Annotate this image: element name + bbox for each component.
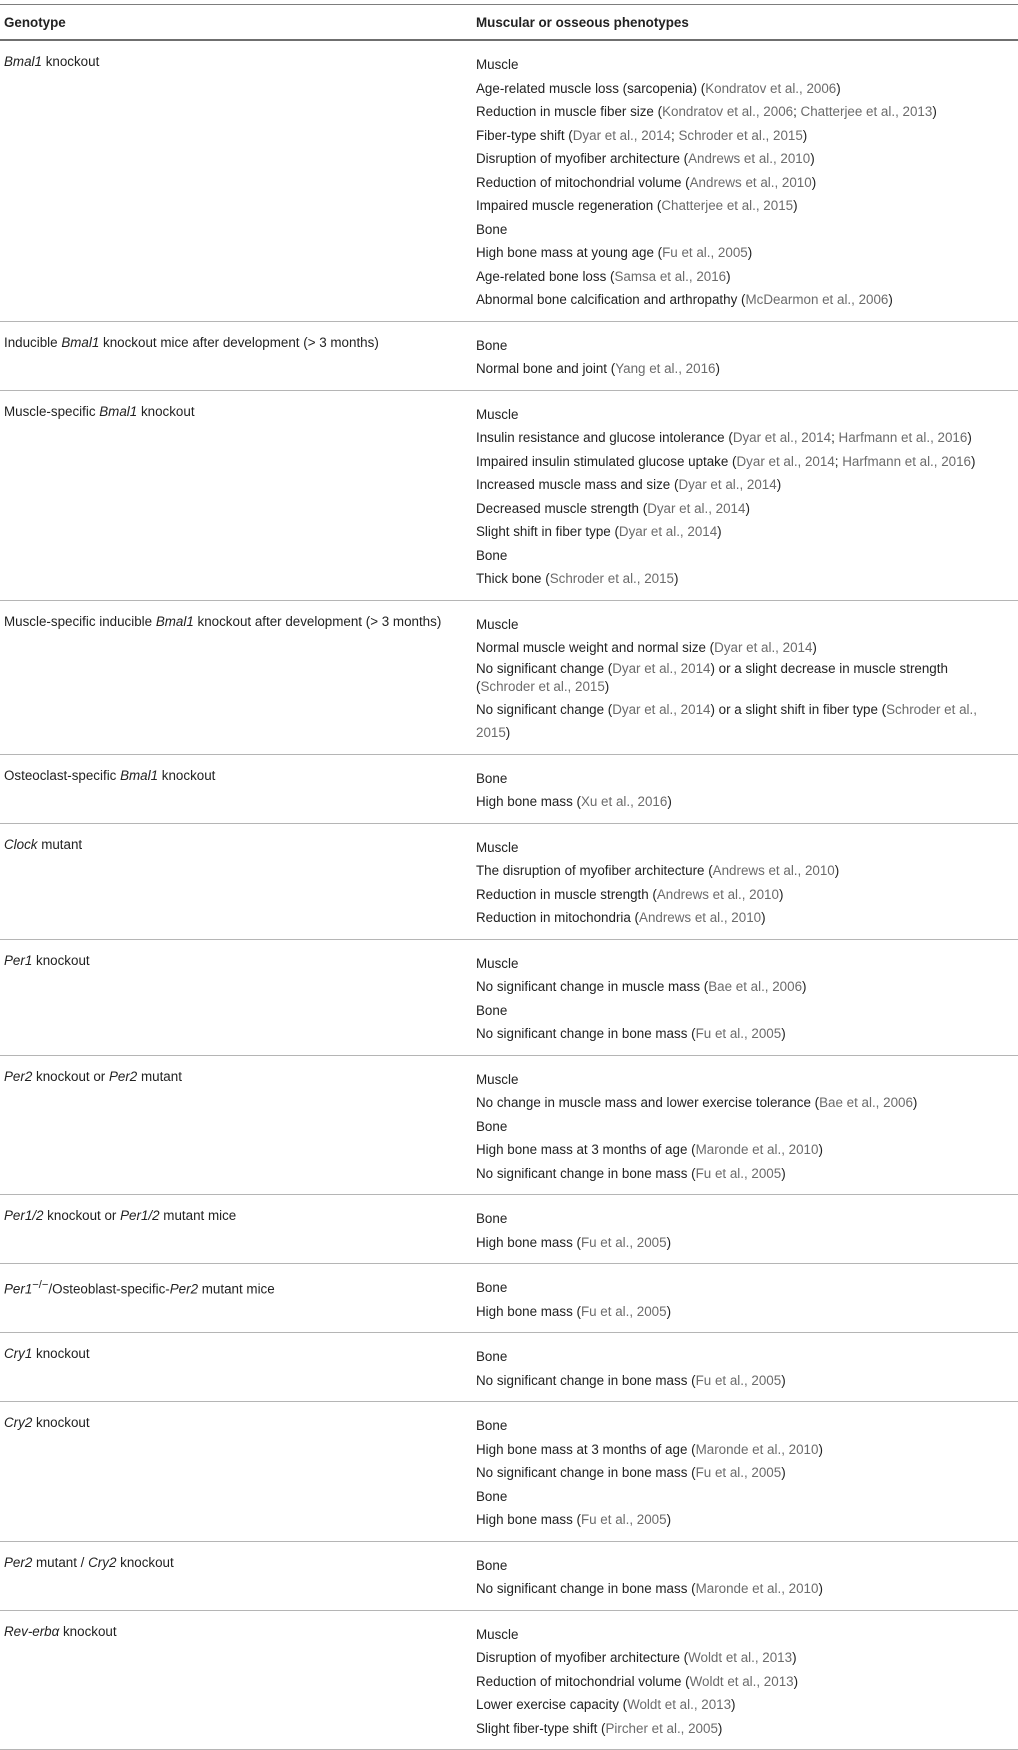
category-label: Bone bbox=[476, 548, 507, 563]
phenotype-cell bbox=[472, 1554, 1018, 1601]
genotype-cell bbox=[0, 1276, 472, 1323]
phenotype-text: ) bbox=[718, 1721, 722, 1736]
phenotype-text: Increased muscle mass and size ( bbox=[476, 477, 678, 492]
phenotype-line bbox=[476, 567, 1010, 591]
genotype-text: Muscle-specific inducible bbox=[4, 614, 156, 629]
phenotype-text: Reduction in muscle fiber size ( bbox=[476, 104, 662, 119]
phenotype-text: ) bbox=[802, 979, 806, 994]
table-row bbox=[0, 1402, 1018, 1542]
category-label: Muscle bbox=[476, 57, 518, 72]
phenotype-text: High bone mass at young age ( bbox=[476, 245, 662, 260]
phenotype-text: Disruption of myofiber architecture ( bbox=[476, 151, 688, 166]
genotype-text: knockout or bbox=[43, 1208, 120, 1223]
phenotype-text: ) bbox=[779, 887, 783, 902]
table-header bbox=[0, 5, 1018, 41]
table-row bbox=[0, 601, 1018, 755]
category-label: Bone bbox=[476, 338, 507, 353]
phenotype-text: ) or a slight shift in fiber type ( bbox=[710, 702, 886, 717]
genotype-cell bbox=[0, 1207, 472, 1254]
phenotype-category bbox=[476, 403, 1010, 427]
phenotype-category bbox=[476, 952, 1010, 976]
phenotype-cell bbox=[472, 836, 1018, 930]
phenotype-text: ) bbox=[781, 1026, 785, 1041]
phenotype-text: ) bbox=[667, 1235, 671, 1250]
genotype-text: Per1 bbox=[4, 1281, 32, 1296]
phenotype-line bbox=[476, 473, 1010, 497]
genotype-text: knockout bbox=[32, 953, 89, 968]
phenotype-category bbox=[476, 544, 1010, 568]
phenotype-category bbox=[476, 836, 1010, 860]
genotype-text: mutant bbox=[37, 837, 82, 852]
phenotype-line bbox=[476, 265, 1010, 289]
genotype-text: /Osteoblast-specific- bbox=[48, 1281, 169, 1296]
phenotype-cell bbox=[472, 53, 1018, 312]
phenotype-text: ) bbox=[818, 1442, 822, 1457]
phenotype-text: ) bbox=[888, 292, 892, 307]
phenotype-category bbox=[476, 613, 1010, 637]
citation-link[interactable]: Kondratov et al., 2006 bbox=[662, 104, 793, 119]
genotype-text: Bmal1 bbox=[120, 768, 158, 783]
citation-link[interactable]: Dyar et al., 2014 bbox=[737, 454, 835, 469]
phenotype-line bbox=[476, 1461, 1010, 1485]
category-label: Muscle bbox=[476, 1627, 518, 1642]
phenotype-text: ) bbox=[777, 477, 781, 492]
phenotype-category bbox=[476, 1115, 1010, 1139]
phenotype-category bbox=[476, 999, 1010, 1023]
citation-link[interactable]: Maronde et al., 2010 bbox=[696, 1581, 819, 1596]
category-label: Muscle bbox=[476, 840, 518, 855]
phenotype-text: No significant change in bone mass ( bbox=[476, 1581, 696, 1596]
phenotype-text: ) bbox=[605, 679, 609, 694]
citation-link[interactable]: Maronde et al., 2010 bbox=[696, 1142, 819, 1157]
phenotype-category bbox=[476, 1485, 1010, 1509]
citation-link[interactable]: Dyar et al., 2014 bbox=[714, 640, 812, 655]
phenotype-line bbox=[476, 698, 1010, 745]
phenotype-text: Normal muscle weight and normal size ( bbox=[476, 640, 714, 655]
genotype-text: Cry2 bbox=[4, 1415, 32, 1430]
genotype-cell bbox=[0, 403, 472, 591]
phenotype-text: ) bbox=[794, 1674, 798, 1689]
table-row bbox=[0, 1264, 1018, 1333]
phenotype-text: Abnormal bone calcification and arthropathy ( bbox=[476, 292, 745, 307]
phenotype-text: No significant change in bone mass ( bbox=[476, 1373, 696, 1388]
citation-link[interactable]: Dyar et al., 2014 bbox=[678, 477, 776, 492]
genotype-text: Clock bbox=[4, 837, 37, 852]
category-label: Bone bbox=[476, 771, 507, 786]
category-label: Bone bbox=[476, 1119, 507, 1134]
phenotype-line bbox=[476, 1577, 1010, 1601]
genotype-cell bbox=[0, 613, 472, 745]
phenotype-text: Normal bone and joint ( bbox=[476, 361, 615, 376]
citation-link[interactable]: Schroder et al., 2015 bbox=[678, 128, 802, 143]
phenotype-cell bbox=[472, 1623, 1018, 1741]
phenotype-line bbox=[476, 636, 1010, 660]
phenotype-line bbox=[476, 1231, 1010, 1255]
table-row bbox=[0, 940, 1018, 1056]
phenotype-text: ) bbox=[667, 1304, 671, 1319]
phenotype-text: ) bbox=[793, 198, 797, 213]
genotype-text: Bmal1 bbox=[4, 54, 42, 69]
citation-link[interactable]: Yang et al., 2016 bbox=[615, 361, 715, 376]
phenotype-line bbox=[476, 1369, 1010, 1393]
phenotype-text: No significant change in muscle mass ( bbox=[476, 979, 708, 994]
phenotype-cell bbox=[472, 767, 1018, 814]
phenotype-text: Decreased muscle strength ( bbox=[476, 501, 647, 516]
genotype-cell bbox=[0, 334, 472, 381]
phenotype-text: ) bbox=[748, 245, 752, 260]
genotype-text: knockout mice after development (> 3 months) bbox=[99, 335, 378, 350]
citation-link[interactable]: Fu et al., 2005 bbox=[662, 245, 748, 260]
table-row bbox=[0, 1195, 1018, 1264]
category-label: Bone bbox=[476, 1280, 507, 1295]
citation-link[interactable]: McDearmon et al., 2006 bbox=[745, 292, 888, 307]
separator: ; bbox=[793, 104, 800, 119]
phenotype-text: No change in muscle mass and lower exercise tolerance ( bbox=[476, 1095, 819, 1110]
phenotype-category bbox=[476, 53, 1010, 77]
genotype-text: mutant bbox=[137, 1069, 182, 1084]
phenotype-text: Reduction in muscle strength ( bbox=[476, 887, 657, 902]
phenotype-text: ) bbox=[761, 910, 765, 925]
citation-link[interactable]: Maronde et al., 2010 bbox=[696, 1442, 819, 1457]
genotype-text: knockout bbox=[116, 1555, 173, 1570]
citation-link[interactable]: Bae et al., 2006 bbox=[708, 979, 802, 994]
phenotype-line bbox=[476, 660, 1010, 698]
genotype-cell bbox=[0, 1623, 472, 1741]
phenotype-text: ) bbox=[818, 1142, 822, 1157]
phenotype-line bbox=[476, 1717, 1010, 1741]
phenotype-text: Reduction of mitochondrial volume ( bbox=[476, 175, 690, 190]
table-row bbox=[0, 1056, 1018, 1196]
phenotype-line bbox=[476, 357, 1010, 381]
genotype-text: knockout bbox=[137, 404, 194, 419]
phenotype-line bbox=[476, 1508, 1010, 1532]
separator: ; bbox=[671, 128, 678, 143]
phenotype-text: ) bbox=[812, 640, 816, 655]
genotype-text: Cry1 bbox=[4, 1346, 32, 1361]
citation-link[interactable]: Woldt et al., 2013 bbox=[627, 1697, 731, 1712]
category-label: Muscle bbox=[476, 1072, 518, 1087]
category-label: Muscle bbox=[476, 617, 518, 632]
phenotype-text: No significant change ( bbox=[476, 661, 612, 676]
phenotype-line bbox=[476, 520, 1010, 544]
phenotype-line bbox=[476, 975, 1010, 999]
phenotype-line bbox=[476, 1646, 1010, 1670]
phenotype-cell bbox=[472, 1345, 1018, 1392]
category-label: Bone bbox=[476, 1003, 507, 1018]
phenotype-line bbox=[476, 77, 1010, 101]
genotype-text: knockout bbox=[32, 1415, 89, 1430]
phenotype-text: High bone mass at 3 months of age ( bbox=[476, 1142, 696, 1157]
phenotype-line bbox=[476, 859, 1010, 883]
phenotype-text: Reduction of mitochondrial volume ( bbox=[476, 1674, 690, 1689]
phenotype-category bbox=[476, 218, 1010, 242]
genotype-text: knockout bbox=[32, 1346, 89, 1361]
citation-link[interactable]: Samsa et al., 2016 bbox=[614, 269, 726, 284]
citation-link[interactable]: Andrews et al., 2010 bbox=[639, 910, 761, 925]
phenotype-category bbox=[476, 1276, 1010, 1300]
table-body bbox=[0, 41, 1018, 1750]
phenotype-category bbox=[476, 1207, 1010, 1231]
phenotype-text: ) bbox=[836, 81, 840, 96]
phenotype-line bbox=[476, 100, 1010, 124]
genotype-text: Per1 bbox=[4, 953, 32, 968]
phenotype-text: Impaired insulin stimulated glucose uptake ( bbox=[476, 454, 737, 469]
separator: ; bbox=[835, 454, 842, 469]
phenotype-text: No significant change in bone mass ( bbox=[476, 1026, 696, 1041]
category-label: Bone bbox=[476, 222, 507, 237]
phenotype-line bbox=[476, 171, 1010, 195]
phenotype-text: ) bbox=[812, 175, 816, 190]
genotype-text: knockout bbox=[158, 768, 215, 783]
citation-link[interactable]: Andrews et al., 2010 bbox=[713, 863, 835, 878]
phenotype-cell bbox=[472, 1414, 1018, 1532]
phenotype-text: Disruption of myofiber architecture ( bbox=[476, 1650, 688, 1665]
phenotype-line bbox=[476, 124, 1010, 148]
citation-link[interactable]: Woldt et al., 2013 bbox=[688, 1650, 792, 1665]
table-row bbox=[0, 824, 1018, 940]
phenotype-text: ) bbox=[731, 1697, 735, 1712]
citation-link[interactable]: Bae et al., 2006 bbox=[819, 1095, 913, 1110]
citation-link[interactable]: Chatterjee et al., 2015 bbox=[661, 198, 793, 213]
phenotype-text: ) bbox=[715, 361, 719, 376]
phenotype-cell bbox=[472, 613, 1018, 745]
phenotype-text: ) bbox=[792, 1650, 796, 1665]
table-row bbox=[0, 41, 1018, 322]
genotype-text: knockout or bbox=[32, 1069, 109, 1084]
citation-link[interactable]: Dyar et al., 2014 bbox=[612, 702, 710, 717]
genotype-text: mutant mice bbox=[160, 1208, 237, 1223]
citation-link[interactable]: Harfmann et al., 2016 bbox=[842, 454, 971, 469]
phenotype-line bbox=[476, 241, 1010, 265]
phenotype-text: ) bbox=[803, 128, 807, 143]
phenotype-cell bbox=[472, 1207, 1018, 1254]
phenotype-line bbox=[476, 147, 1010, 171]
category-label: Muscle bbox=[476, 407, 518, 422]
phenotype-category bbox=[476, 1345, 1010, 1369]
phenotype-text: ) bbox=[967, 430, 971, 445]
phenotype-category bbox=[476, 767, 1010, 791]
citation-link[interactable]: Fu et al., 2005 bbox=[581, 1512, 667, 1527]
genotype-text: Per2 bbox=[109, 1069, 137, 1084]
genotype-text: Per2 bbox=[4, 1555, 32, 1570]
phenotype-cell bbox=[472, 952, 1018, 1046]
phenotype-text: ) bbox=[717, 524, 721, 539]
phenotype-text: The disruption of myofiber architecture ( bbox=[476, 863, 713, 878]
genotype-text: Per2 bbox=[170, 1281, 198, 1296]
phenotype-text: ) bbox=[971, 454, 975, 469]
phenotype-text: ) bbox=[913, 1095, 917, 1110]
phenotype-line bbox=[476, 1091, 1010, 1115]
phenotype-cell bbox=[472, 1276, 1018, 1323]
genotype-cell bbox=[0, 1068, 472, 1186]
phenotype-text: Slight shift in fiber type ( bbox=[476, 524, 619, 539]
phenotype-cell bbox=[472, 1068, 1018, 1186]
genotype-text: Osteoclast-specific bbox=[4, 768, 120, 783]
genotype-cell bbox=[0, 952, 472, 1046]
phenotype-text: Reduction in mitochondria ( bbox=[476, 910, 639, 925]
phenotype-line bbox=[476, 790, 1010, 814]
phenotype-text: ) bbox=[781, 1373, 785, 1388]
phenotype-text: Age-related muscle loss (sarcopenia) ( bbox=[476, 81, 705, 96]
category-label: Bone bbox=[476, 1211, 507, 1226]
table-row bbox=[0, 1611, 1018, 1750]
citation-link[interactable]: Pircher et al., 2005 bbox=[606, 1721, 718, 1736]
genotype-text: Bmal1 bbox=[156, 614, 194, 629]
phenotype-text: ) bbox=[674, 571, 678, 586]
citation-link[interactable]: Fu et al., 2005 bbox=[581, 1235, 667, 1250]
phenotype-cell bbox=[472, 334, 1018, 381]
table-row bbox=[0, 1333, 1018, 1402]
phenotype-line bbox=[476, 450, 1010, 474]
phenotype-category bbox=[476, 1414, 1010, 1438]
citation-link[interactable]: Xu et al., 2016 bbox=[581, 794, 667, 809]
phenotype-line bbox=[476, 426, 1010, 450]
citation-link[interactable]: Dyar et al., 2014 bbox=[612, 661, 710, 676]
phenotype-text: ) bbox=[818, 1581, 822, 1596]
phenotype-category bbox=[476, 1554, 1010, 1578]
citation-link[interactable]: Chatterjee et al., 2013 bbox=[801, 104, 933, 119]
phenotype-text: ) bbox=[506, 725, 510, 740]
citation-link[interactable]: Dyar et al., 2014 bbox=[733, 430, 831, 445]
phenotype-line bbox=[476, 1438, 1010, 1462]
citation-link[interactable]: Woldt et al., 2013 bbox=[690, 1674, 794, 1689]
phenotype-line bbox=[476, 906, 1010, 930]
phenotype-line bbox=[476, 194, 1010, 218]
phenotype-line bbox=[476, 1138, 1010, 1162]
genotype-text: Cry2 bbox=[88, 1555, 116, 1570]
phenotype-text: ) bbox=[835, 863, 839, 878]
phenotype-line bbox=[476, 1300, 1010, 1324]
category-label: Bone bbox=[476, 1489, 507, 1504]
phenotype-text: Fiber-type shift ( bbox=[476, 128, 573, 143]
phenotype-text: Insulin resistance and glucose intolerance ( bbox=[476, 430, 733, 445]
separator: ; bbox=[831, 430, 838, 445]
phenotype-line bbox=[476, 1670, 1010, 1694]
phenotype-text: ) bbox=[810, 151, 814, 166]
citation-link[interactable]: Fu et al., 2005 bbox=[696, 1026, 782, 1041]
phenotype-line bbox=[476, 1022, 1010, 1046]
genotype-text: Bmal1 bbox=[61, 335, 99, 350]
citation-link[interactable]: Fu et al., 2005 bbox=[581, 1304, 667, 1319]
phenotype-text: Age-related bone loss ( bbox=[476, 269, 614, 284]
phenotype-category bbox=[476, 1068, 1010, 1092]
header-genotype: Genotype bbox=[0, 15, 472, 30]
citation-link[interactable]: Dyar et al., 2014 bbox=[619, 524, 717, 539]
phenotype-text: High bone mass ( bbox=[476, 1235, 581, 1250]
phenotype-cell bbox=[472, 403, 1018, 591]
phenotype-line bbox=[476, 288, 1010, 312]
genotype-text: −/− bbox=[32, 1279, 48, 1291]
citation-link[interactable]: Schroder et al., 2015 bbox=[480, 679, 604, 694]
phenotype-category bbox=[476, 334, 1010, 358]
citation-link[interactable]: Schroder et al., 2015 bbox=[550, 571, 674, 586]
genotype-text: Bmal1 bbox=[99, 404, 137, 419]
phenotype-text: ) bbox=[726, 269, 730, 284]
citation-link[interactable]: Andrews et al., 2010 bbox=[690, 175, 812, 190]
genotype-cell bbox=[0, 53, 472, 312]
citation-link[interactable]: Fu et al., 2005 bbox=[696, 1465, 782, 1480]
phenotype-text: High bone mass ( bbox=[476, 1304, 581, 1319]
phenotype-text: ) bbox=[781, 1166, 785, 1181]
genotype-text: Rev-erbα bbox=[4, 1624, 59, 1639]
header-phenotypes: Muscular or osseous phenotypes bbox=[472, 15, 1018, 30]
citation-link[interactable]: Schroder et al., 2015 bbox=[476, 702, 977, 741]
category-label: Muscle bbox=[476, 956, 518, 971]
phenotype-text: ) or a slight decrease in muscle strength ( bbox=[476, 661, 948, 694]
phenotype-text: No significant change ( bbox=[476, 702, 612, 717]
citation-link[interactable]: Fu et al., 2005 bbox=[696, 1166, 782, 1181]
phenotype-text: ) bbox=[932, 104, 936, 119]
phenotype-text: No significant change in bone mass ( bbox=[476, 1166, 696, 1181]
genotype-text: mutant / bbox=[32, 1555, 88, 1570]
phenotype-line bbox=[476, 1162, 1010, 1186]
phenotype-text: High bone mass at 3 months of age ( bbox=[476, 1442, 696, 1457]
category-label: Bone bbox=[476, 1558, 507, 1573]
genotype-cell bbox=[0, 1414, 472, 1532]
phenotype-text: ) bbox=[745, 501, 749, 516]
category-label: Bone bbox=[476, 1349, 507, 1364]
phenotype-text: Thick bone ( bbox=[476, 571, 550, 586]
genotype-cell bbox=[0, 767, 472, 814]
phenotype-text: ) bbox=[667, 1512, 671, 1527]
citation-link[interactable]: Kondratov et al., 2006 bbox=[705, 81, 836, 96]
genotype-text: knockout bbox=[59, 1624, 116, 1639]
citation-link[interactable]: Harfmann et al., 2016 bbox=[839, 430, 968, 445]
phenotype-text: Lower exercise capacity ( bbox=[476, 1697, 627, 1712]
phenotype-line bbox=[476, 883, 1010, 907]
table-row bbox=[0, 755, 1018, 824]
phenotype-line bbox=[476, 497, 1010, 521]
citation-link[interactable]: Andrews et al., 2010 bbox=[688, 151, 810, 166]
phenotype-text: High bone mass ( bbox=[476, 1512, 581, 1527]
genotype-text: Inducible bbox=[4, 335, 61, 350]
phenotype-text: ) bbox=[667, 794, 671, 809]
table-row bbox=[0, 322, 1018, 391]
citation-link[interactable]: Fu et al., 2005 bbox=[696, 1373, 782, 1388]
phenotype-text: High bone mass ( bbox=[476, 794, 581, 809]
table-row bbox=[0, 391, 1018, 601]
phenotype-text: Slight fiber-type shift ( bbox=[476, 1721, 606, 1736]
genotype-cell bbox=[0, 1554, 472, 1601]
table-row bbox=[0, 1542, 1018, 1611]
genotype-text: Per2 bbox=[4, 1069, 32, 1084]
phenotype-category bbox=[476, 1623, 1010, 1647]
citation-link[interactable]: Dyar et al., 2014 bbox=[647, 501, 745, 516]
genotype-text: Per1/2 bbox=[120, 1208, 159, 1223]
citation-link[interactable]: Dyar et al., 2014 bbox=[573, 128, 671, 143]
genotype-text: Per1/2 bbox=[4, 1208, 43, 1223]
category-label: Bone bbox=[476, 1418, 507, 1433]
genotype-text: knockout bbox=[42, 54, 99, 69]
citation-link[interactable]: Andrews et al., 2010 bbox=[657, 887, 779, 902]
phenotype-text: No significant change in bone mass ( bbox=[476, 1465, 696, 1480]
phenotype-text: Impaired muscle regeneration ( bbox=[476, 198, 661, 213]
phenotype-text: ) bbox=[781, 1465, 785, 1480]
genotype-text: knockout after development (> 3 months) bbox=[194, 614, 442, 629]
genotype-cell bbox=[0, 1345, 472, 1392]
genotype-text: mutant mice bbox=[198, 1281, 275, 1296]
genotype-text: Muscle-specific bbox=[4, 404, 99, 419]
genotype-cell bbox=[0, 836, 472, 930]
phenotype-line bbox=[476, 1693, 1010, 1717]
